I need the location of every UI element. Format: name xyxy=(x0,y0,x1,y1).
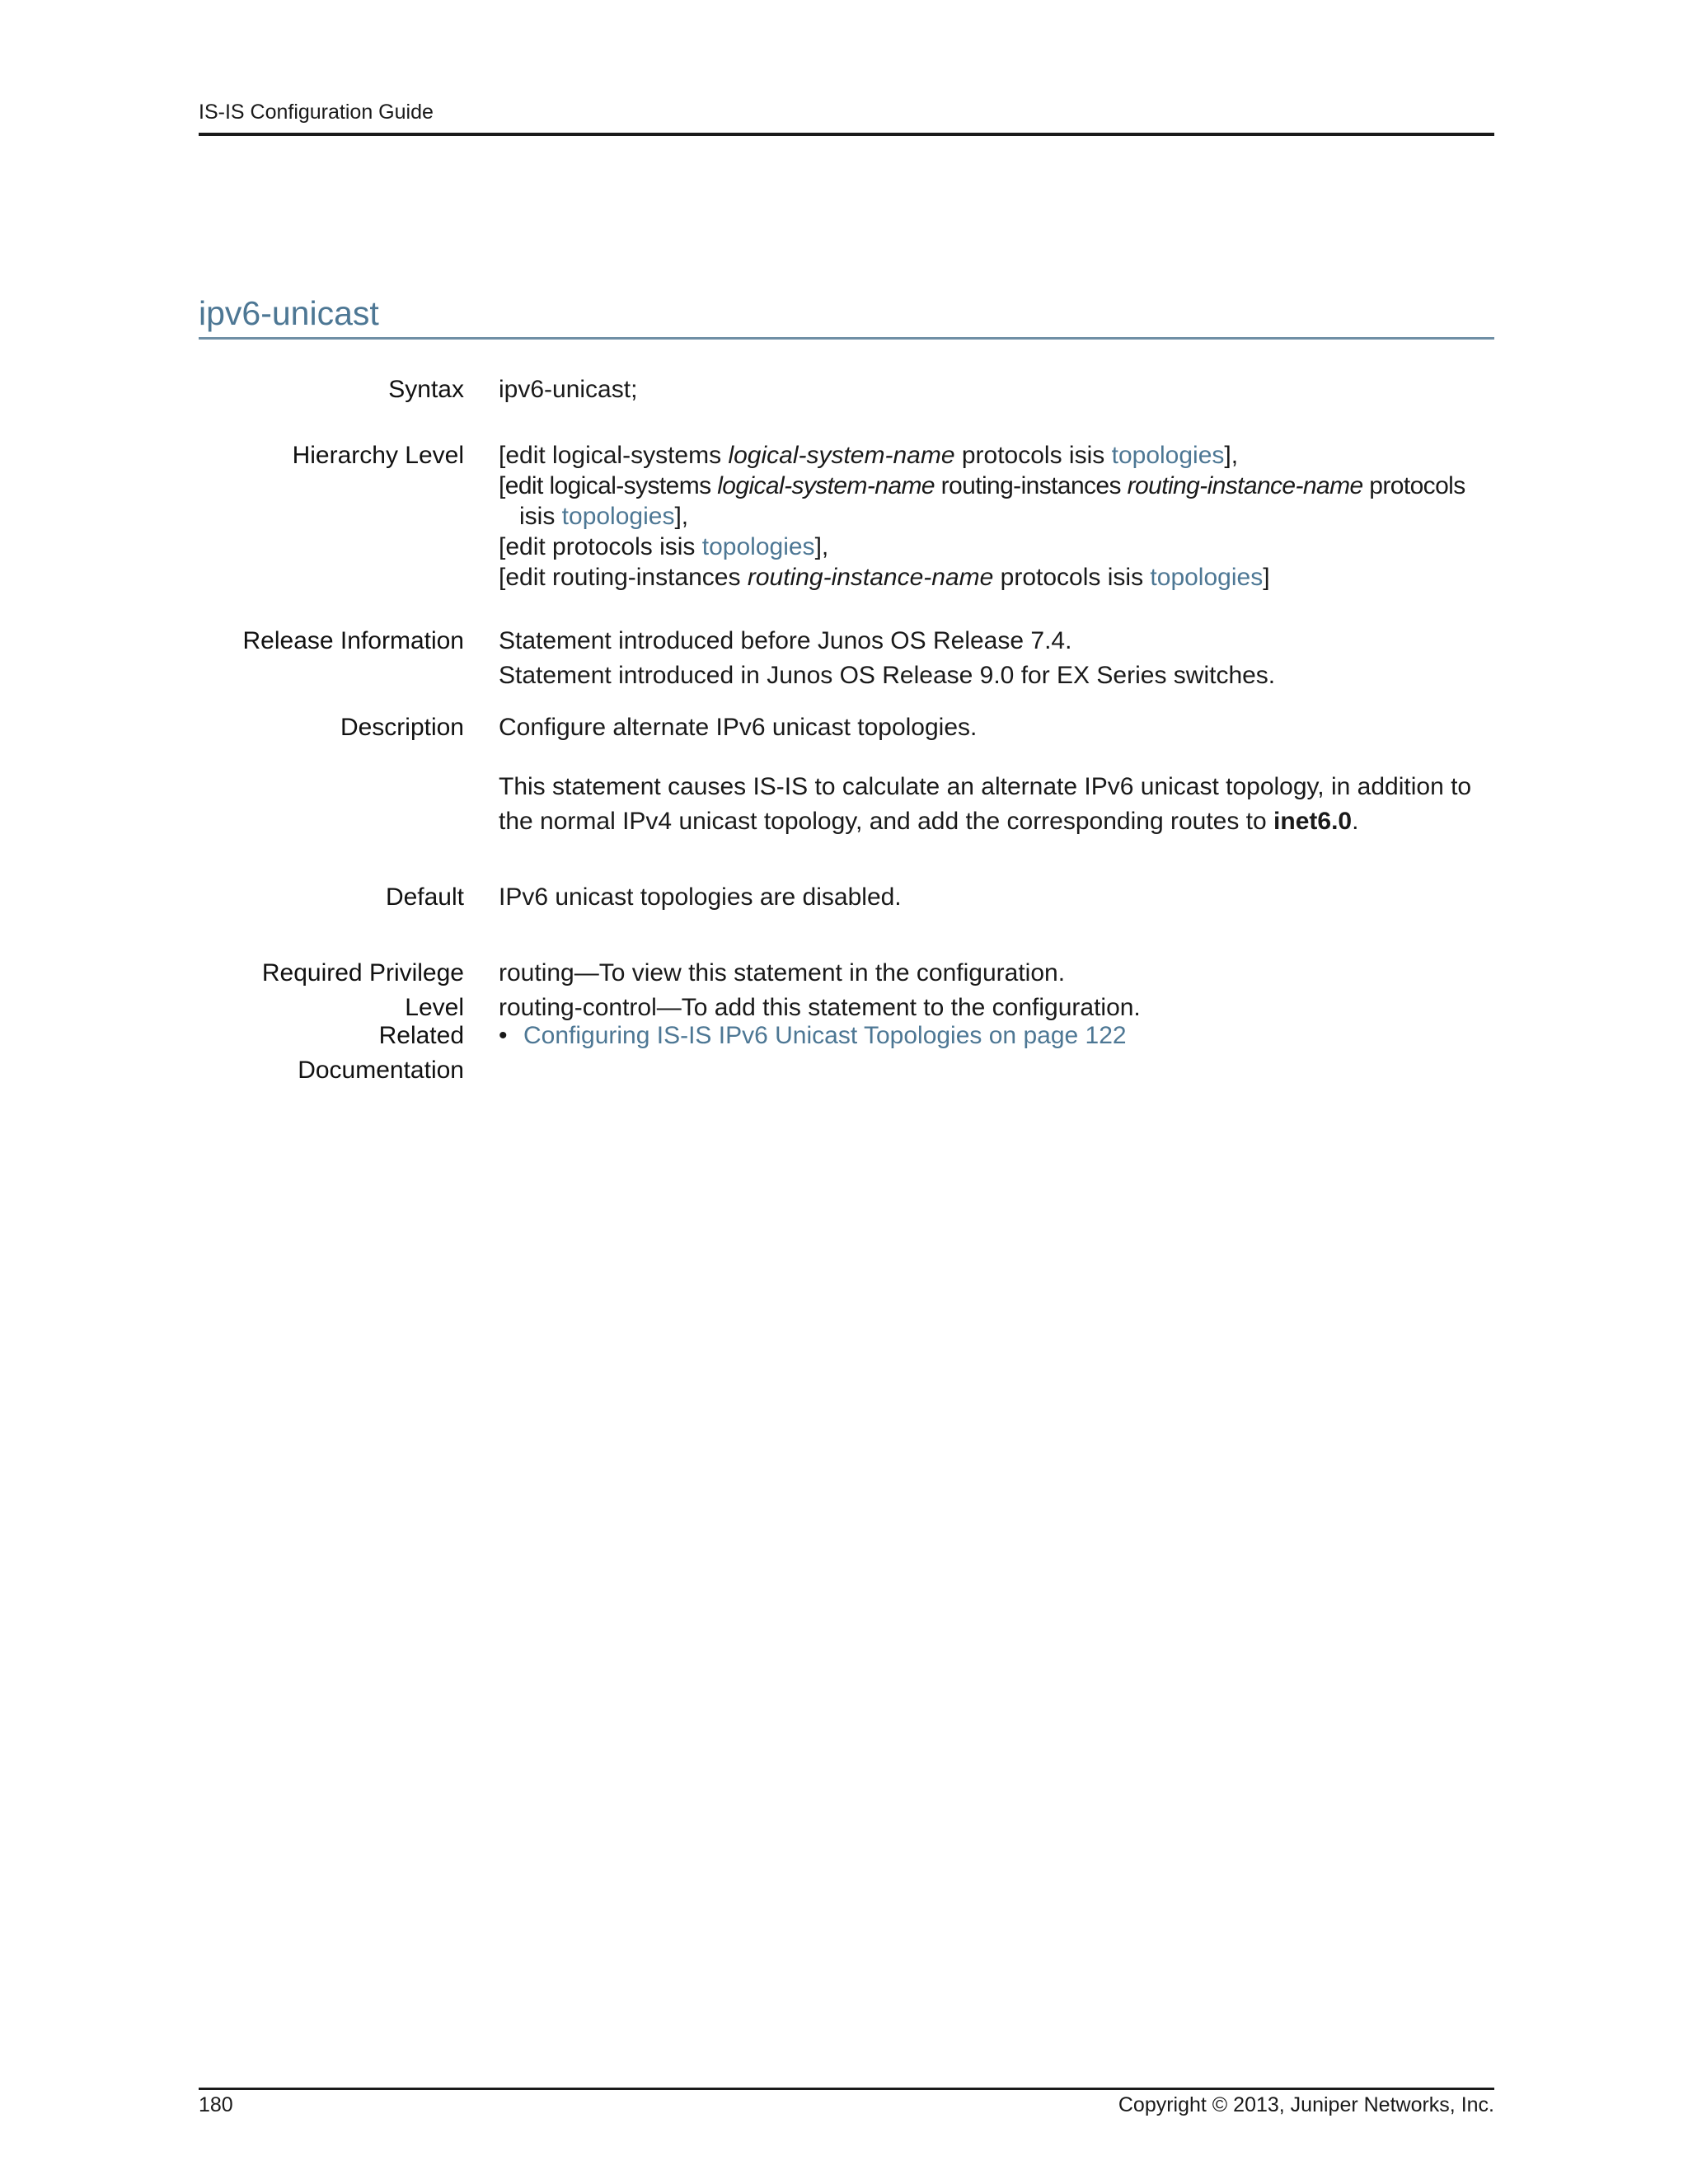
privilege-label-line: Level xyxy=(405,994,464,1021)
hierarchy-line xyxy=(499,471,1494,501)
related-list-item xyxy=(499,1019,1494,1053)
hierarchy-variable: logical-system-name xyxy=(717,472,935,499)
hierarchy-text: [edit logical-systems xyxy=(499,472,718,499)
hierarchy-line xyxy=(499,532,1494,562)
hierarchy-text: ], xyxy=(1224,442,1239,469)
description-paragraph xyxy=(499,770,1494,839)
syntax-value: ipv6-unicast; xyxy=(499,376,638,403)
hierarchy-line xyxy=(499,440,1494,471)
privilege-value xyxy=(499,956,1494,1025)
title-rule xyxy=(199,337,1494,340)
hierarchy-value xyxy=(499,440,1494,593)
copyright: Copyright © 2013, Juniper Networks, Inc. xyxy=(1118,2093,1494,2116)
topologies-link[interactable]: topologies xyxy=(701,533,815,560)
release-line: Statement introduced before Junos OS Release 7.4. xyxy=(499,627,1072,654)
topologies-link[interactable]: topologies xyxy=(1150,564,1264,591)
footer-rule xyxy=(199,2088,1494,2090)
guide-title: IS-IS Configuration Guide xyxy=(199,101,434,124)
topologies-link[interactable]: topologies xyxy=(561,503,675,530)
hierarchy-variable: logical-system-name xyxy=(728,442,955,469)
privilege-label xyxy=(199,956,464,1025)
related-doc-link[interactable]: Configuring IS-IS IPv6 Unicast Topologies on page 122 xyxy=(523,1022,1127,1049)
hierarchy-text: routing-instances xyxy=(934,472,1128,499)
syntax-label: Syntax xyxy=(388,376,464,403)
privilege-label-line: Required Privilege xyxy=(261,959,464,987)
description-paragraph: Configure alternate IPv6 unicast topologies. xyxy=(499,714,978,741)
hierarchy-text: [edit protocols isis xyxy=(499,533,702,560)
related-label xyxy=(199,1019,464,1088)
hierarchy-text: [edit logical-systems xyxy=(499,442,729,469)
description-label: Description xyxy=(340,714,464,741)
hierarchy-text: isis xyxy=(519,503,562,530)
section-title: ipv6-unicast xyxy=(199,294,379,332)
hierarchy-text: protocols isis xyxy=(954,442,1112,469)
hierarchy-label: Hierarchy Level xyxy=(292,442,464,469)
hierarchy-text: [edit routing-instances xyxy=(499,564,748,591)
default-label: Default xyxy=(385,883,464,911)
hierarchy-text: ] xyxy=(1263,564,1270,591)
related-value xyxy=(499,1019,1494,1053)
default-value: IPv6 unicast topologies are disabled. xyxy=(499,883,902,911)
related-label-line: Documentation xyxy=(298,1057,464,1084)
topologies-link[interactable]: topologies xyxy=(1111,442,1225,469)
hierarchy-text: protocols isis xyxy=(993,564,1151,591)
route-table-name: inet6.0 xyxy=(1273,808,1353,835)
hierarchy-variable: routing-instance-name xyxy=(1127,472,1363,499)
description-text: . xyxy=(1352,808,1359,835)
release-label: Release Information xyxy=(242,627,464,654)
related-label-line: Related xyxy=(378,1022,464,1049)
privilege-line: routing-control—To add this statement to the configuration. xyxy=(499,994,1141,1021)
hierarchy-text: ], xyxy=(814,533,829,560)
release-value xyxy=(499,624,1494,693)
description-text: This statement causes IS-IS to calculate an alternate IPv6 unicast topology, in addition to the normal IPv4 unicast topology, and add the corresponding routes to xyxy=(499,773,1472,835)
privilege-line: routing—To view this statement in the configuration. xyxy=(499,959,1066,987)
release-line: Statement introduced in Junos OS Release 9.0 for EX Series switches. xyxy=(499,662,1276,689)
hierarchy-text: ], xyxy=(674,503,689,530)
hierarchy-text: protocols xyxy=(1362,472,1465,499)
header-rule xyxy=(199,133,1494,136)
hierarchy-variable: routing-instance-name xyxy=(747,564,994,591)
bullet-icon: • xyxy=(499,1022,508,1049)
hierarchy-line xyxy=(499,562,1494,593)
page-number: 180 xyxy=(199,2093,233,2116)
description-value xyxy=(499,710,1494,839)
hierarchy-line xyxy=(499,501,1494,532)
